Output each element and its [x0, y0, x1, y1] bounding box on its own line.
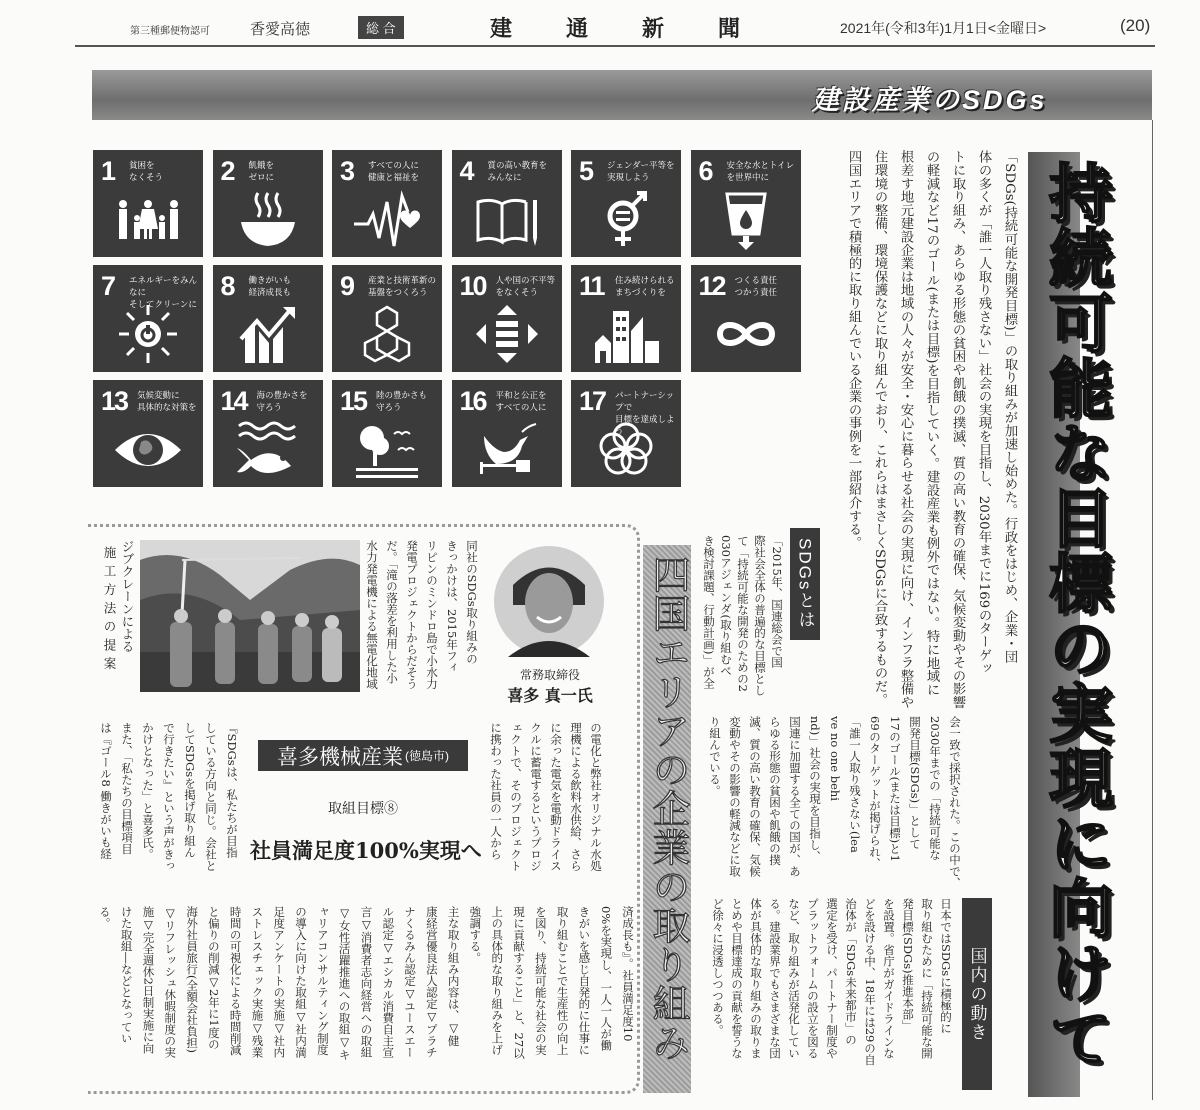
main-headline: 持続可能な目標の実現に向けて: [1040, 160, 1112, 1070]
sdg-goal-tile-9: [332, 265, 442, 372]
sdg-goal-tile-17: [571, 380, 681, 487]
text-column-line: 足度アンケートの実施▽社内: [272, 906, 287, 1058]
tree-birds-icon: [352, 418, 422, 480]
section-badge: 総 合: [358, 16, 404, 39]
text-column-line: 発電プロジェクトからだそう: [405, 540, 419, 690]
text-column-line: リピンのミンドロ島で小水力: [425, 540, 439, 690]
text-column-line: クルに蓄電するというプロジ: [529, 722, 543, 872]
sdg-goal-tile-4: [452, 150, 562, 257]
text-column-line: けた取組―などとなってい: [119, 906, 134, 1044]
domestic-heading: 国内の動き: [962, 898, 992, 1090]
text-column-line: だ。「滝の落差を利用した小: [385, 540, 399, 684]
text-column-line: に携わった社員の一人から: [489, 722, 503, 860]
goal-number: 11: [579, 271, 604, 301]
sdg-goal-tile-12: [691, 265, 801, 372]
goal-label: 質の高い教育を みんなに: [487, 160, 548, 182]
text-column-line: ェクトで、そのプロジェクト: [509, 722, 523, 872]
goal-label: 人や国の不平等 をなくそう: [495, 275, 556, 297]
newspaper-name-char: 建: [490, 16, 513, 42]
text-column-line: している方向と同じ。会社と: [204, 722, 218, 872]
text-column-line: ャリアコンサルティング制度: [315, 906, 330, 1056]
banner-title: 建設産業のSDGs: [812, 85, 1048, 115]
sdg-goal-tile-10: [452, 265, 562, 372]
text-column-line: 現に貢献すること」と、27以: [512, 906, 527, 1059]
goal-label: 働きがいも 経済成長も: [248, 275, 292, 297]
water-icon: [711, 188, 781, 250]
text-column-line: 2030年までの「持続可能な: [928, 716, 942, 861]
goal-label: すべての人に 健康と福祉を: [368, 160, 420, 182]
text-column-line: 69のターゲットが掲げられ、: [868, 716, 882, 869]
sdg-goal-tile-2: [213, 150, 323, 257]
text-column-line: の軽減など17のゴール(または目標)を目指していく。建設産業も例外ではない。特に地域に: [924, 150, 939, 696]
person-portrait: [493, 545, 605, 657]
text-column-line: 海外社員旅行(全額会社負担): [185, 906, 200, 1053]
text-column-line: 「2015年、国連総会で国: [770, 535, 784, 668]
goal-label: パートナーシップで 目標を達成しよう: [615, 390, 675, 436]
text-column-line: 開発目標(SDGs)」として: [908, 716, 922, 850]
sdg-goal-tile-16: [452, 380, 562, 487]
sun-power-icon: [113, 303, 183, 365]
sdg-goal-tile-14: [213, 380, 323, 487]
text-column-line: 体が具体的な取り組みの取りま: [749, 898, 763, 1059]
goal-label: つくる責任 つかう責任: [734, 275, 778, 297]
text-column-line: 際社会全体の普遍的な目標とし: [753, 535, 767, 696]
goal-label: 貧困を なくそう: [129, 160, 164, 182]
issue-date: 2021年(令和3年)1月1日<金曜日>: [840, 20, 1047, 36]
text-column-line: どを設ける中、18年には29の自: [863, 898, 877, 1066]
text-column-line: 体の多くが「誰一人取り残さない」社会の実現を目指し、2030年までに169のターゲッ: [976, 150, 991, 675]
goal-number: 6: [698, 156, 712, 186]
text-column-line: 同社のSDGs取り組みの: [465, 540, 479, 665]
text-column-line: また、「私たちの目標項目: [120, 722, 134, 855]
infinity-icon: [711, 303, 781, 365]
text-column-line: 施▽完全週休2日制実施に向: [141, 906, 156, 1054]
text-column-line: 「SDGs(持続可能な開発目標)」の取り組みが加速し始めた。行政をはじめ、企業・団: [1002, 150, 1017, 664]
dove-icon: [472, 418, 542, 480]
goal-tag: 取組目標⑧: [328, 800, 398, 816]
text-column-line: ▽リフレッシュ休暇制度の実: [163, 906, 178, 1058]
postal-permit: 第三種郵便物認可: [130, 26, 210, 37]
newspaper-name-char: 聞: [717, 16, 740, 42]
goal-number: 2: [220, 156, 234, 186]
text-column-line: る。: [97, 906, 112, 929]
text-column-line: 主な取り組み内容は、▽健: [446, 906, 461, 1047]
text-column-line: ストレスチェック実施▽残業: [250, 906, 265, 1058]
text-column-line: の導入に向けた取組▽社内満: [294, 906, 309, 1058]
text-column-line: 根差す地元建設企業は地域の人々が安全・安心に暮らせる社会の実現に向け、インフラ整備や: [898, 150, 913, 709]
frame-rule: [1152, 120, 1153, 1100]
goal-number: 9: [340, 271, 354, 301]
text-column-line: 17のゴール(または目標)と1: [888, 716, 902, 862]
text-column-line: は『ゴール8 働きがいも経: [99, 722, 113, 860]
text-column-line: を図り、持続可能な社会の実: [533, 906, 548, 1056]
text-column-line: き検討課題、行動計画)」が全: [702, 535, 716, 689]
company-name-box: [258, 740, 468, 771]
text-column-line: ve no one behi: [828, 716, 842, 801]
goal-number: 17: [579, 386, 606, 416]
text-column-line: 四国エリアで積極的に取り組んでいる企業の事例を一部紹介する。: [846, 150, 861, 549]
goal-number: 8: [220, 271, 234, 301]
text-column-line: など、取り組みが活発化してい: [787, 898, 801, 1059]
goal-label: 安全な水とトイレ を世界中に: [726, 160, 795, 182]
goal-number: 3: [340, 156, 354, 186]
bowl-icon: [233, 188, 303, 250]
sdg-goal-tile-1: [93, 150, 203, 257]
edition-region: 香愛高徳: [250, 21, 311, 38]
photo-caption: [100, 540, 136, 676]
text-column-line: り組んでいる。: [708, 716, 722, 797]
goal-number: 13: [101, 386, 128, 416]
goal-label: ジェンダー平等を 実現しよう: [607, 160, 675, 182]
text-column-line: 康経営優良法人認定▽プラチ: [424, 906, 439, 1058]
sdgs-text-part1: [700, 535, 785, 696]
sdg-goal-tile-5: [571, 150, 681, 257]
photo-caption-line: ジブクレーンによる: [120, 540, 134, 653]
domestic-text: [708, 898, 955, 1065]
sdg-goal-tile-6: [691, 150, 801, 257]
text-column-line: 0%を実現し、一人一人が働: [599, 906, 614, 1051]
goal-number: 12: [698, 271, 725, 301]
company-text-d: [93, 906, 638, 1061]
text-column-line: 『SDGsは、私たちが目指: [225, 722, 239, 858]
text-column-line: 理機による飲料水供給、さら: [569, 722, 583, 872]
text-column-line: 選定を受け、パートナー制度や: [825, 898, 839, 1059]
sdg-goal-tile-7: [93, 265, 203, 372]
text-column-line: かけとなった」と喜多氏。: [141, 722, 155, 860]
person-name: 喜多 真一氏: [507, 686, 593, 705]
text-column-line: 変動やその影響の軽減などに取: [728, 716, 742, 877]
sdg-goal-tile-15: [332, 380, 442, 487]
region-band-title: 四国エリアの企業の取り組み: [646, 555, 688, 1062]
text-column-line: プラットフォームの設立を図る: [806, 898, 820, 1059]
text-column-line: て「持続可能な開発のための2: [736, 535, 750, 692]
company-name: 喜多機械産業: [277, 745, 403, 769]
goal-label: エネルギーをみんなに そしてクリーンに: [129, 275, 198, 309]
text-column-line: 治体が「SDGs未来都市」の: [844, 898, 858, 1046]
text-column-line: 国連に加盟する全ての国が、あ: [788, 716, 802, 877]
goal-label: 産業と技術革新の 基盤をつくろう: [368, 275, 437, 297]
book-icon: [472, 188, 542, 250]
text-column-line: 水力発電機による無電化地域: [365, 540, 379, 690]
sdg-goal-tile-8: [213, 265, 323, 372]
goal-number: 10: [459, 271, 486, 301]
goal-label: 平和と公正を すべての人に: [495, 390, 547, 412]
text-column-line: に余った電気を電動ドライス: [549, 722, 563, 872]
text-column-line: 発目標(SDGs)推進本部」: [901, 898, 915, 1032]
text-column-line: とめや目標達成の貢献を誓うな: [730, 898, 744, 1059]
company-text-b: [486, 722, 606, 872]
text-column-line: と偏りの削減▽2年に1度の: [206, 906, 221, 1050]
text-column-line: ナくるみん認定▽ユースエー: [403, 906, 418, 1058]
sdgs-heading: SDGsとは: [790, 528, 820, 640]
text-column-line: 日本ではSDGsに積極的に: [939, 898, 953, 1034]
cubes-icon: [352, 303, 422, 365]
goal-label: 住み続けられる まちづくりを: [615, 275, 675, 297]
text-column-line: を設置。省庁がガイドラインな: [882, 898, 896, 1059]
text-column-line: の電化と弊社オリジナル水処: [589, 722, 603, 872]
text-column-line: ル認定▽エシカル消費自主宣: [381, 906, 396, 1058]
goal-number: 1: [101, 156, 115, 186]
header-rule: [75, 45, 1155, 47]
company-article-title: 社員満足度100%実現へ: [250, 838, 482, 863]
text-column-line: ど徐々に浸透しつつある。: [711, 898, 725, 1036]
goal-number: 15: [340, 386, 367, 416]
text-column-line: トに取り組み、あらゆる形態の貧困や飢餓の撲滅、質の高い教育の確保、気候変動やその影響: [950, 150, 965, 709]
text-column-line: 強調する。: [468, 906, 483, 964]
goal-number: 16: [459, 386, 486, 416]
text-column-line: きがいを感じ自発的に仕事に: [577, 906, 592, 1056]
growth-chart-icon: [233, 303, 303, 365]
goal-number: 4: [459, 156, 473, 186]
text-column-line: る。建設業界でもさまざまな団: [768, 898, 782, 1059]
text-column-line: 取り組むことで生産性の向上: [555, 906, 570, 1056]
text-column-line: 言▽消費者志向経営への取組: [359, 906, 374, 1058]
goal-number: 5: [579, 156, 593, 186]
company-text-c: [95, 722, 242, 872]
text-column-line: 会一致で採択された。この中で、: [948, 716, 962, 889]
rings-icon: [591, 418, 661, 480]
fish-icon: [233, 418, 303, 480]
text-column-line: 030アジェンダ(取り組むべ: [719, 535, 733, 677]
text-column-line: 済成長も』。社員満足度10: [621, 906, 635, 1042]
sdg-goal-tile-11: [571, 265, 681, 372]
gender-icon: [591, 188, 661, 250]
sdg-goal-tile-13: [93, 380, 203, 487]
text-column-line: 時間の可視化による時間削減: [228, 906, 243, 1056]
newspaper-name: [490, 12, 740, 43]
text-column-line: 滅、質の高い教育の確保、気候: [748, 716, 762, 877]
construction-site-photo: [140, 540, 360, 692]
goal-label: 気候変動に 具体的な対策を: [137, 390, 197, 412]
equality-arrows-icon: [472, 303, 542, 365]
text-column-line: で行きたい』という声がきっ: [162, 722, 176, 872]
person-role: 常務取締役: [519, 668, 580, 682]
family-icon: [113, 188, 183, 250]
eye-globe-icon: [113, 418, 183, 480]
goal-label: 海の豊かさを 守ろう: [256, 390, 308, 412]
company-text-a: [362, 540, 482, 690]
lead-paragraph: [840, 150, 1022, 709]
text-column-line: 取り組むために「持続可能な開: [920, 898, 934, 1059]
photo-caption-line: 施工方法の提案: [102, 546, 116, 676]
text-column-line: 「誰一人取り残さない(lea: [848, 716, 862, 853]
text-column-line: 上の具体的な取り組みを上げ: [490, 906, 505, 1056]
goal-label: 陸の豊かさも 守ろう: [376, 390, 428, 412]
text-column-line: してSDGsを掲げ取り組ん: [183, 722, 197, 858]
sdg-goal-tile-3: [332, 150, 442, 257]
buildings-icon: [591, 303, 661, 365]
newspaper-name-char: 新: [641, 16, 664, 42]
page-number: (20): [1120, 16, 1151, 35]
goal-number: 14: [220, 386, 247, 416]
company-city: (徳島市): [405, 749, 449, 763]
heartbeat-icon: [352, 188, 422, 250]
text-column-line: nd)」社会の実現を目指し、: [808, 716, 822, 862]
newspaper-name-char: 通: [565, 16, 588, 42]
text-column-line: きっかけは、2015年フィ: [445, 540, 459, 673]
text-column-line: 住環境の整備、環境保護などに取り組んでおり、これらはまさしくSDGsに合致するものだ。: [872, 150, 887, 706]
text-column-line: ▽女性活躍推進への取組▽キ: [337, 906, 352, 1061]
text-column-line: らゆる形態の貧困や飢餓の撲: [768, 716, 782, 866]
goal-number: 7: [101, 271, 115, 301]
goal-label: 飢餓を ゼロに: [248, 160, 275, 182]
sdgs-text-part2: [705, 716, 965, 889]
